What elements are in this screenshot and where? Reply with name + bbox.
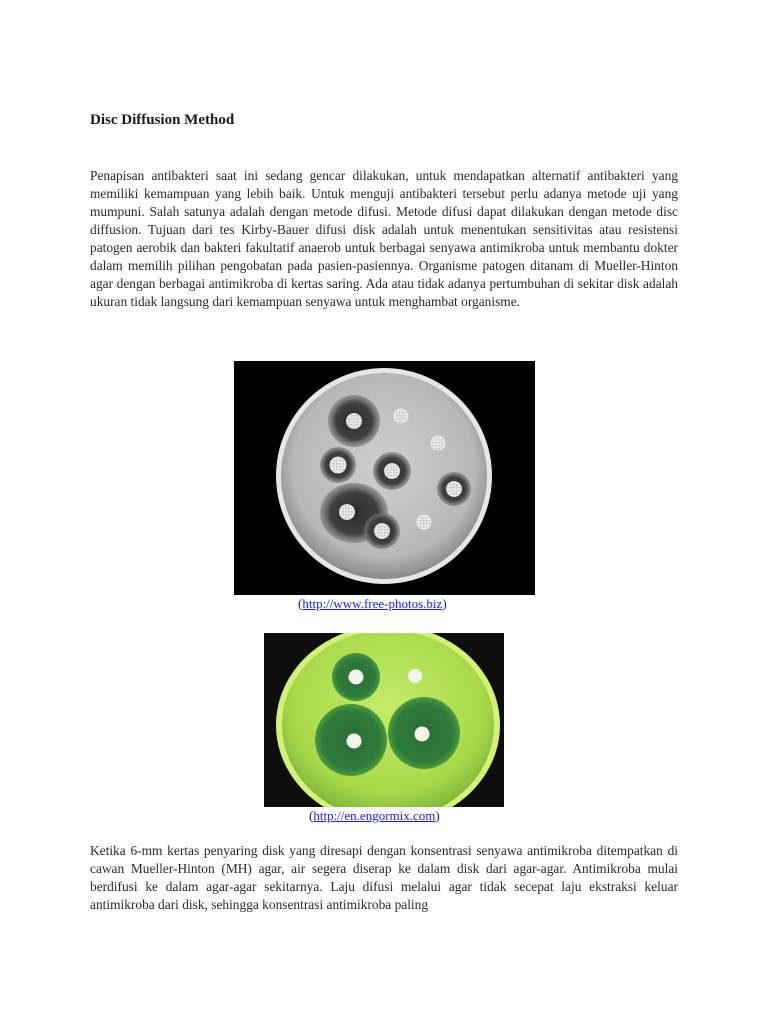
antibiotic-disk — [347, 734, 362, 749]
figure1-source-link[interactable]: http://www.free-photos.biz — [302, 596, 443, 611]
intro-paragraph: Penapisan antibakteri saat ini sedang gencar dilakukan, untuk mendapatkan alternatif antibakteri yang memiliki kemampuan yang lebih baik. Untuk menguji antibakteri tersebut perlu adanya metode uji yang mumpuni. Salah satunya adalah dengan metode difusi. Metode difusi dapat dilakukan dengan metode disc diffusion. Tujuan dari tes Kirby-Bauer difusi disk adalah untuk menentukan sensitivitas atau resistensi patogen aerobik dan bakteri fakultatif anaerob untuk berbagai senyawa antimikroba untuk membantu dokter dalam memilih pilihan pengobatan pada pasien-pasiennya. Organisme patogen ditanam di Mueller-Hinton agar dengan berbagai antimikroba di kertas saring. Ada atau tidak adanya pertumbuhan di sekitar disk adalah ukuran tidak langsung dari kemampuan senyawa untuk menghambat organisme. — [90, 168, 678, 309]
antibiotic-disk — [330, 457, 346, 473]
caption-paren-open: ( — [309, 808, 314, 823]
caption-paren-close: ) — [442, 596, 447, 611]
antibiotic-disk — [417, 515, 431, 529]
antibiotic-disk — [340, 505, 355, 520]
section-heading: Disc Diffusion Method — [90, 112, 235, 128]
caption-paren-close: ) — [435, 808, 440, 823]
antibiotic-disk — [347, 414, 362, 429]
antibiotic-disk — [394, 409, 408, 423]
figure1-caption — [298, 596, 447, 612]
petri-dish-green-image — [264, 633, 504, 807]
antibiotic-disk — [375, 524, 390, 539]
antibiotic-disk — [415, 727, 430, 742]
petri-dish-photo-grey — [234, 361, 535, 595]
antibiotic-disk — [447, 482, 462, 497]
antibiotic-disk — [349, 670, 364, 685]
figure2-source-link[interactable]: http://en.engormix.com — [313, 808, 436, 823]
petri-dish-grey-image — [234, 361, 535, 595]
antibiotic-disk — [385, 464, 400, 479]
antibiotic-disk — [431, 436, 445, 450]
agar-surface — [282, 633, 494, 807]
body-paragraph: Ketika 6-mm kertas penyaring disk yang diresapi dengan konsentrasi senyawa antimikroba ditempatkan di cawan Mueller-Hinton (MH) agar, air segera diserap ke dalam disk dari agar-agar. Antimikroba mulai berdifusi ke dalam agar-agar sekitarnya. Laju difusi melalui agar tidak secepat laju ekstraksi keluar antimikroba dari disk, sehingga konsentrasi antimikroba paling — [90, 843, 678, 912]
antibiotic-disk — [408, 669, 422, 683]
caption-paren-open: ( — [298, 596, 303, 611]
figure2-caption — [309, 808, 440, 824]
petri-dish-photo-green — [264, 633, 504, 807]
